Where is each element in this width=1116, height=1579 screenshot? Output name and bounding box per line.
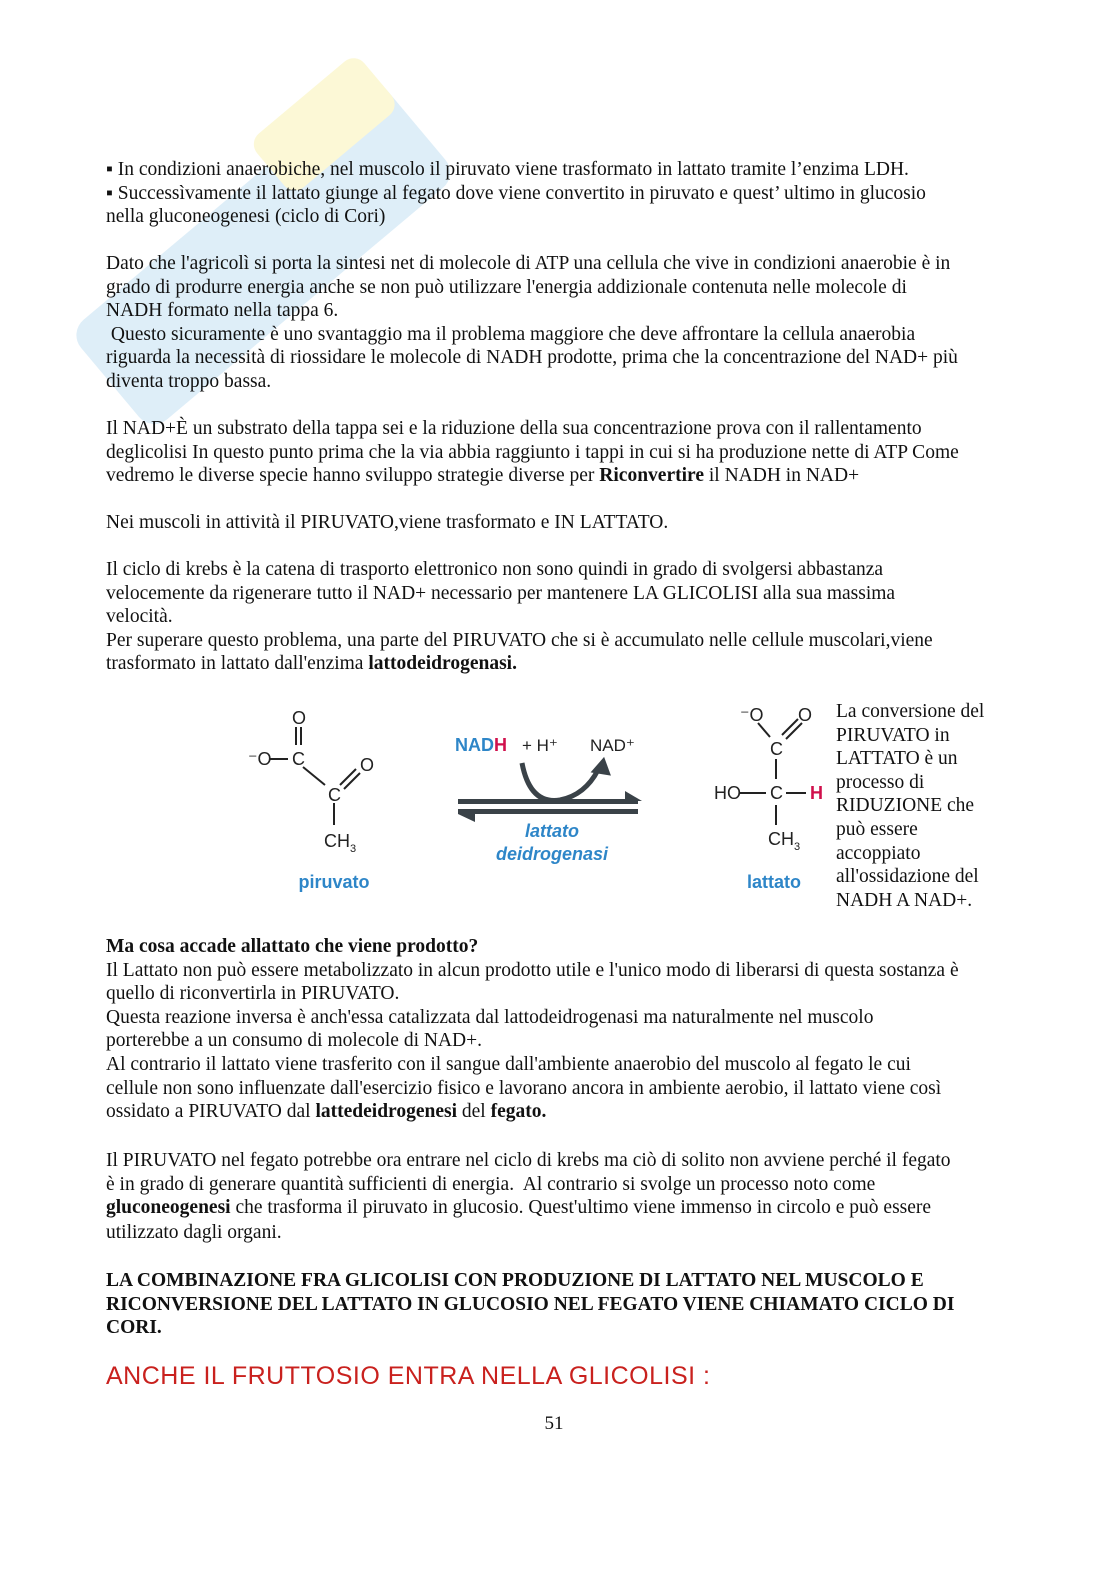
svg-text:⁻O: ⁻O (740, 705, 764, 725)
text-line: Questa reazione inversa è anch'essa catalizzata dal lattodeidrogenasi ma naturalmente nel muscolo (106, 1006, 874, 1028)
svg-text:CH3: $CH_3$ (768, 829, 801, 853)
text-line (106, 652, 933, 676)
text-span: che trasforma il piruvato in glucosio. Quest'ultimo viene immenso in circolo e può essere (230, 1197, 932, 1219)
text-line: quello di riconvertirla in PIRUVATO. (106, 983, 400, 1005)
paragraph-atp (106, 252, 958, 394)
svg-text:O: O (360, 755, 375, 775)
text-span: vedremo le diverse specie hanno sviluppo strategie diverse per (106, 465, 600, 487)
intro-bullets (106, 158, 926, 229)
plus-h-label: + H⁺ (522, 736, 558, 755)
bullet-line: ▪ In condizioni anaerobiche, nel muscolo il piruvato viene trasformato in lattato tramite l’enzima LDH. (106, 159, 909, 180)
svg-text:C: C (770, 783, 783, 803)
text-line (106, 464, 959, 488)
text-line: Il PIRUVATO nel fegato potrebbe ora entrare nel ciclo di krebs ma ciò di solito non avviene perché il fegato (106, 1150, 951, 1171)
reaction-diagram (230, 695, 830, 905)
svg-text:CH3: $CH_3$ (324, 831, 357, 855)
text-line: cellule non sono influenzate dall'esercizio fisico e lavorano ancora in ambiente aerobio, il lattato viene così (106, 1077, 942, 1099)
text-span: ossidato a PIRUVATO dal (106, 1101, 316, 1123)
svg-text:C: C (328, 785, 341, 805)
text-line: Il NAD+È un substrato della tappa sei e la riduzione della sua concentrazione prova con il rallentamento (106, 418, 922, 439)
bold-term: Riconvertire (599, 465, 704, 487)
bold-term: lattedeidrogenesi (315, 1101, 458, 1123)
curved-arrow-icon (522, 763, 598, 801)
nad-label: NAD (455, 735, 494, 755)
product-label: lattato (747, 872, 801, 892)
caption-line: all'ossidazione del (836, 866, 979, 888)
caption-line: NADH A NAD+. (836, 889, 973, 911)
nad-plus-label: NAD⁺ (590, 736, 635, 755)
text-line: è in grado di generare quantità sufficienti di energia. Al contrario si svolge un processo noto come (106, 1173, 876, 1195)
text-line (106, 1196, 951, 1221)
page-number: 51 (544, 1413, 564, 1434)
conclusion-paragraph (106, 1269, 954, 1340)
svg-text:C: C (292, 749, 305, 769)
text-line: velocemente da rigenerare tutto il NAD+ necessario per mantenere LA GLICOLISI alla sua massima (106, 582, 896, 604)
reactant-label: piruvato (298, 872, 370, 892)
svg-text:NADH (455, 735, 507, 755)
lactate-structure (740, 719, 806, 825)
text-line: Il Lattato non può essere metabolizzato in alcun prodotto utile e l'unico modo di liberarsi di questa sostanza è (106, 959, 959, 981)
h-label: H (494, 735, 507, 755)
text-line: NADH formato nella tappa 6. (106, 300, 339, 322)
caption-line: accoppiato (836, 842, 921, 864)
figure-caption (836, 700, 984, 912)
question-heading: Ma cosa accade allattato che viene prodotto? (106, 936, 479, 957)
paragraph-muscle (106, 511, 668, 535)
text-line: LA COMBINAZIONE FRA GLICOLISI CON PRODUZIONE DI LATTATO NEL MUSCOLO E (106, 1270, 924, 1291)
text-line: Al contrario il lattato viene trasferito con il sangue dall'ambiente anaerobio del muscolo al fegato le cui (106, 1053, 911, 1075)
text-line: utilizzato dagli organi. (106, 1222, 282, 1244)
text-line: deglicolisi In questo punto prima che la via abbia raggiunto i tappi in cui si ha produzione nette di ATP Come (106, 441, 959, 463)
text-line: Questo sicuramente è uno svantaggio ma il problema maggiore che deve affrontare la cellula anaerobia (106, 323, 916, 345)
caption-line: può essere (836, 818, 918, 840)
svg-text:O: O (798, 705, 813, 725)
paragraph-krebs (106, 558, 933, 676)
text-line: RICONVERSIONE DEL LATTATO IN GLUCOSIO NEL FEGATO VIENE CHIAMATO CICLO DI (106, 1293, 955, 1315)
svg-text:H: H (810, 783, 823, 803)
text-span: il NADH in NAD+ (703, 465, 860, 487)
text-line: velocità. (106, 606, 173, 628)
text-line: Per superare questo problema, una parte del PIRUVATO che si è accumulato nelle cellule muscolari,viene (106, 629, 933, 651)
watermark-logo (20, 40, 500, 460)
paragraph-nad (106, 417, 959, 488)
paragraph-liver (106, 1149, 951, 1245)
enzyme-label-line2: deidrogenasi (495, 844, 609, 864)
text-line: grado di produrre energia anche se non può utilizzare l'energia addizionale contenuta nelle molecole di (106, 276, 907, 298)
text-line: Il ciclo di krebs è la catena di trasporto elettronico non sono quindi in grado di svolgersi abbastanza (106, 559, 884, 580)
bullet-line: ▪ Successìvamente il lattato giunge al fegato dove viene convertito in piruvato e quest’ ultimo in glucosio (106, 182, 926, 204)
pyruvate-structure (270, 727, 360, 825)
caption-line: PIRUVATO in (836, 724, 950, 746)
text-span: del (457, 1101, 491, 1123)
equilibrium-arrow-icon (458, 791, 642, 822)
svg-text:C: C (770, 739, 783, 759)
text-line: diventa troppo bassa. (106, 370, 272, 392)
text-line (106, 1100, 959, 1124)
caption-line: processo di (836, 771, 925, 793)
bold-term: lattodeidrogenasi. (368, 653, 517, 675)
text-line: Dato che l'agricolì si porta la sintesi net di molecole di ATP una cellula che vive in condizioni anaerobie è in (106, 253, 951, 274)
section-heading: ANCHE IL FRUTTOSIO ENTRA NELLA GLICOLISI : (106, 1362, 711, 1390)
enzyme-label-line1: lattato (525, 821, 579, 841)
text-line: porterebbe a un consumo di molecole di NAD+. (106, 1030, 482, 1052)
svg-text:HO: HO (714, 783, 741, 803)
bullet-line: nella gluconeogenesi (ciclo di Cori) (106, 206, 386, 228)
caption-line: La conversione del (836, 701, 985, 722)
svg-text:O: O (292, 708, 307, 728)
text-line: CORI. (106, 1317, 162, 1339)
paragraph-lactate-fate (106, 935, 959, 1124)
text-line: riguarda la necessità di riossidare le molecole di NADH prodotte, prima che la concentrazione del NAD+ più (106, 347, 958, 369)
bold-term: fegato. (490, 1101, 547, 1123)
text-line: Nei muscoli in attività il PIRUVATO,viene trasformato e IN LATTATO. (106, 512, 669, 533)
caption-line: LATTATO è un (836, 748, 958, 770)
bold-term: gluconeogenesi (106, 1197, 231, 1219)
svg-text:⁻O: ⁻O (248, 749, 272, 769)
text-span: trasformato in lattato dall'enzima (106, 653, 369, 675)
caption-line: RIDUZIONE che (836, 795, 975, 817)
